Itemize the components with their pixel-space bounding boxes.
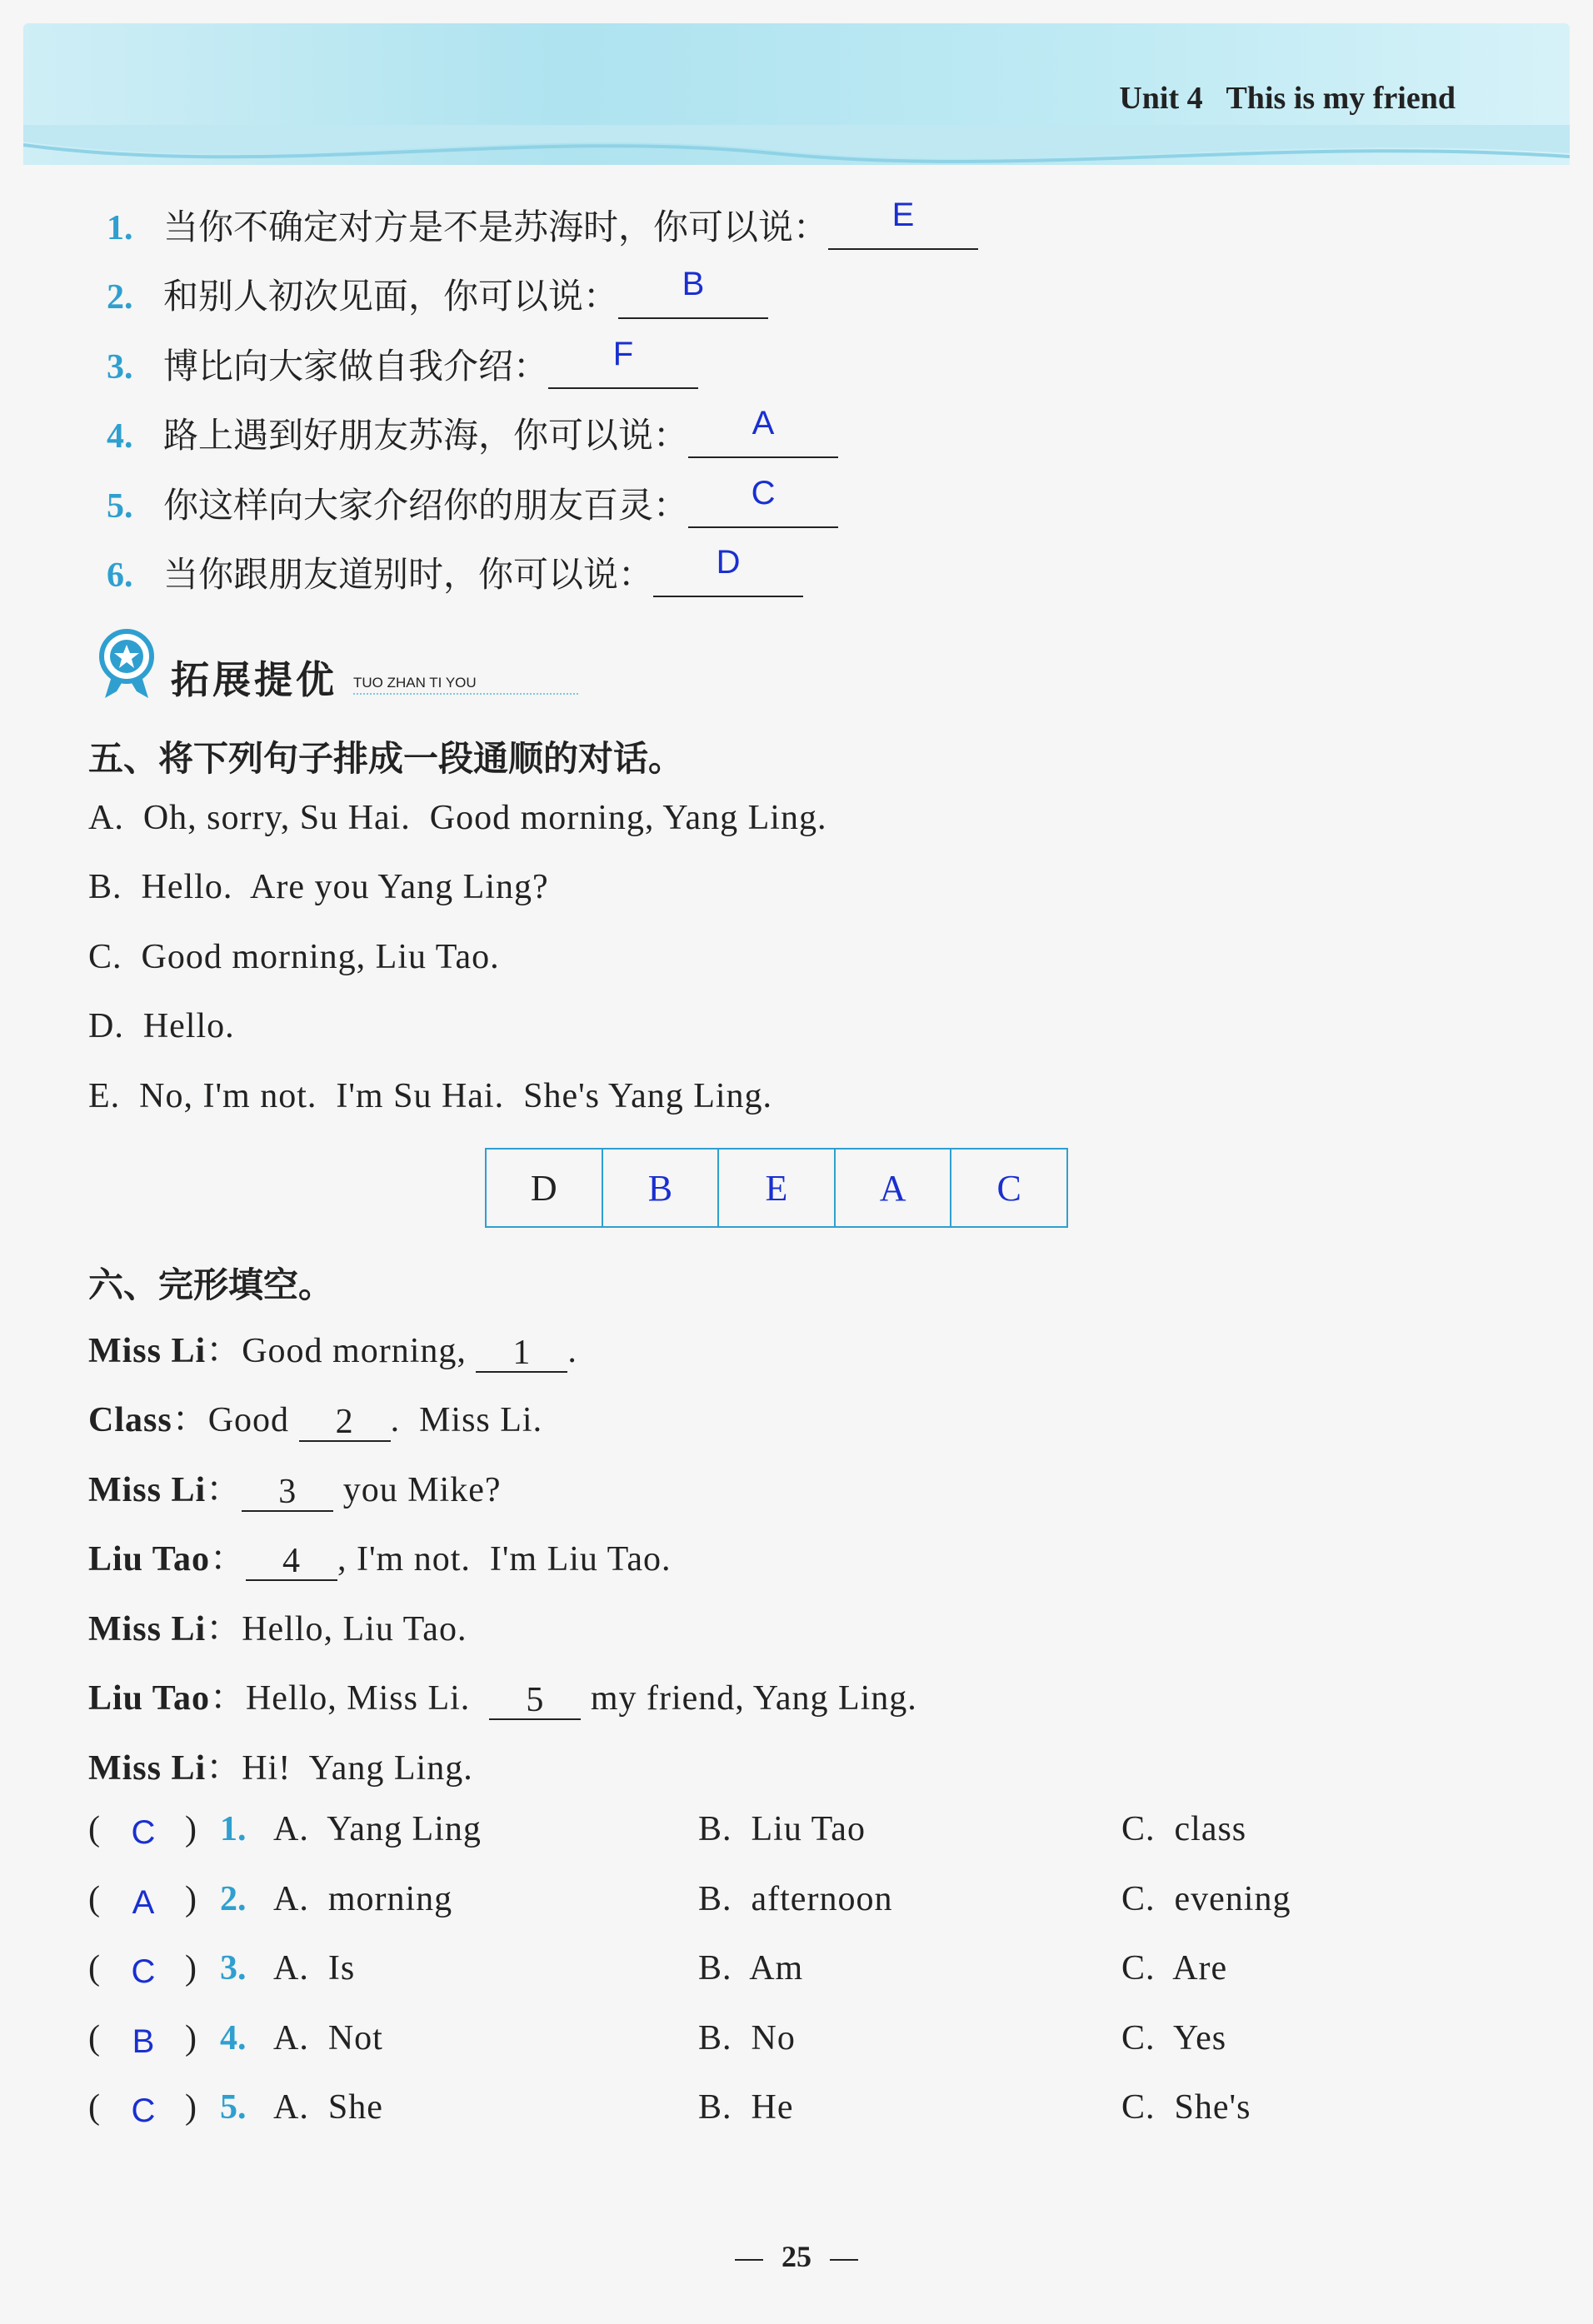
cloze-blank[interactable]: 4 — [246, 1541, 337, 1581]
line-text-after: . Miss Li. — [390, 1401, 543, 1439]
speaker-name: Miss Li — [88, 1610, 207, 1648]
order-cell[interactable]: E — [719, 1150, 836, 1226]
open-paren: ( — [88, 1880, 100, 1918]
choice-number: 3. — [220, 1949, 247, 1987]
section-underline — [353, 693, 578, 695]
handwritten-answer: F — [612, 336, 634, 372]
handwritten-answer[interactable]: B — [132, 2023, 155, 2060]
choice-number: 5. — [220, 2088, 247, 2127]
option-b: B. Liu Tao — [698, 1810, 866, 1848]
option-a: A. Is — [273, 1949, 356, 1987]
handwritten-answer[interactable]: A — [132, 1884, 155, 1921]
answer-blank[interactable] — [688, 475, 838, 528]
question-text: 和别人初次见面，你可以说： — [163, 276, 619, 317]
question-line — [107, 336, 698, 389]
question-number: 6. — [107, 556, 133, 595]
unit-title: Unit 4 This is my friend — [1119, 81, 1456, 116]
cloze-blank[interactable]: 2 — [299, 1402, 391, 1442]
choice-row — [88, 2087, 1505, 2137]
handwritten-answer: D — [716, 544, 741, 581]
part5-heading: 五、将下列句子排成一段通顺的对话。 — [88, 738, 684, 779]
page-number: 25 — [0, 2239, 1593, 2274]
option-c: C. She's — [1121, 2088, 1251, 2127]
option-b: B. No — [698, 2019, 796, 2057]
dialogue-line — [88, 1670, 917, 1720]
question-text: 当你跟朋友道别时，你可以说： — [163, 554, 654, 595]
colon: ： — [209, 1679, 246, 1718]
cloze-blank[interactable]: 3 — [242, 1472, 333, 1512]
sentence-option: D. Hello. — [88, 1007, 235, 1045]
speaker-name: Miss Li — [88, 1749, 207, 1788]
speaker-name: Liu Tao — [88, 1679, 210, 1718]
line-text-before: Good — [207, 1401, 299, 1439]
line-text-after: . — [567, 1332, 577, 1370]
dialogue-line — [88, 1740, 473, 1790]
option-b: B. He — [698, 2088, 794, 2127]
choice-row — [88, 1879, 1505, 1929]
open-paren: ( — [88, 2088, 100, 2127]
question-number: 4. — [107, 417, 133, 456]
choice-number: 4. — [220, 2019, 247, 2057]
order-cell[interactable]: C — [996, 1167, 1021, 1209]
question-number: 3. — [107, 348, 133, 387]
line-text-before: Hello, Miss Li. — [245, 1679, 490, 1718]
question-line — [107, 405, 838, 458]
section-subtitle: TUO ZHAN TI YOU — [353, 675, 477, 691]
line-text-after: you Mike? — [333, 1471, 502, 1509]
close-paren: ) — [185, 1810, 197, 1848]
question-text: 博比向大家做自我介绍： — [163, 346, 549, 387]
choice-row — [88, 1948, 1505, 1998]
open-paren: ( — [88, 1949, 100, 1987]
ribbon-star-icon — [93, 626, 160, 701]
option-c: C. class — [1121, 1810, 1247, 1848]
option-a: A. morning — [273, 1880, 453, 1918]
handwritten-answer[interactable]: C — [131, 2092, 156, 2129]
question-line — [107, 544, 803, 597]
order-cell[interactable]: A — [836, 1150, 952, 1226]
speaker-name: Liu Tao — [88, 1540, 210, 1578]
line-text-before: Hello, Liu Tao. — [242, 1610, 467, 1648]
option-b: B. afternoon — [698, 1880, 893, 1918]
handwritten-answer: B — [682, 266, 705, 302]
question-text: 你这样向大家介绍你的朋友百灵： — [163, 485, 689, 526]
option-c: C. Are — [1121, 1949, 1228, 1987]
order-answer-box — [485, 1148, 1068, 1228]
colon: ： — [206, 1610, 242, 1648]
line-text-before: Good morning, — [242, 1332, 477, 1370]
cloze-blank[interactable]: 5 — [489, 1680, 581, 1720]
option-a: A. She — [273, 2088, 383, 2127]
answer-blank[interactable] — [618, 266, 768, 319]
question-number: 1. — [107, 209, 133, 247]
question-line — [107, 475, 838, 528]
dialogue-line — [88, 1601, 467, 1651]
option-a: A. Yang Ling — [273, 1810, 482, 1848]
option-a: A. Not — [273, 2019, 383, 2057]
cloze-blank[interactable]: 1 — [476, 1333, 567, 1373]
dialogue-line — [88, 1323, 577, 1373]
sentence-option: C. Good morning, Liu Tao. — [88, 938, 500, 976]
close-paren: ) — [185, 2019, 197, 2057]
colon: ： — [206, 1471, 242, 1509]
colon: ： — [206, 1749, 242, 1788]
answer-blank[interactable] — [688, 405, 838, 458]
handwritten-answer: E — [891, 197, 915, 233]
line-text-after: , I'm not. I'm Liu Tao. — [337, 1540, 672, 1578]
question-number: 2. — [107, 278, 133, 317]
dialogue-line — [88, 1462, 502, 1512]
header-wave — [23, 125, 1570, 183]
choice-row — [88, 2018, 1505, 2068]
question-line — [107, 266, 768, 319]
answer-blank[interactable] — [828, 197, 978, 250]
section-title: 拓展提优 — [171, 657, 337, 702]
option-c: C. evening — [1121, 1880, 1291, 1918]
close-paren: ) — [185, 1949, 197, 1987]
handwritten-answer: A — [752, 405, 775, 441]
speaker-name: Class — [88, 1401, 172, 1439]
handwritten-answer[interactable]: C — [131, 1814, 156, 1851]
option-b: B. Am — [698, 1949, 804, 1987]
choice-row — [88, 1809, 1505, 1859]
dialogue-line — [88, 1531, 672, 1581]
line-text-after: my friend, Yang Ling. — [581, 1679, 917, 1718]
choice-number: 1. — [220, 1810, 247, 1848]
sentence-option: B. Hello. Are you Yang Ling? — [88, 868, 549, 906]
question-line — [107, 197, 978, 250]
order-cell[interactable]: B — [603, 1150, 720, 1226]
question-text: 当你不确定对方是不是苏海时，你可以说： — [163, 207, 829, 247]
handwritten-answer: C — [751, 475, 776, 511]
close-paren: ) — [185, 2088, 197, 2127]
open-paren: ( — [88, 1810, 100, 1848]
dialogue-line — [88, 1392, 542, 1442]
speaker-name: Miss Li — [88, 1332, 207, 1370]
answer-blank[interactable] — [548, 336, 698, 389]
speaker-name: Miss Li — [88, 1471, 207, 1509]
question-number: 5. — [107, 487, 133, 526]
sentence-option: E. No, I'm not. I'm Su Hai. She's Yang Ling. — [88, 1077, 773, 1115]
order-cell[interactable]: D — [487, 1150, 603, 1226]
choice-number: 2. — [220, 1880, 247, 1918]
sentence-option: A. Oh, sorry, Su Hai. Good morning, Yang Ling. — [88, 799, 827, 837]
close-paren: ) — [185, 1880, 197, 1918]
colon: ： — [209, 1540, 246, 1578]
answer-blank[interactable] — [653, 544, 803, 597]
line-text-before: Hi! Yang Ling. — [242, 1749, 473, 1788]
open-paren: ( — [88, 2019, 100, 2057]
colon: ： — [206, 1332, 242, 1370]
colon: ： — [172, 1401, 208, 1439]
handwritten-answer[interactable]: C — [131, 1953, 156, 1990]
option-c: C. Yes — [1121, 2019, 1227, 2057]
part6-heading: 六、完形填空。 — [88, 1264, 334, 1305]
question-text: 路上遇到好朋友苏海，你可以说： — [163, 415, 689, 456]
